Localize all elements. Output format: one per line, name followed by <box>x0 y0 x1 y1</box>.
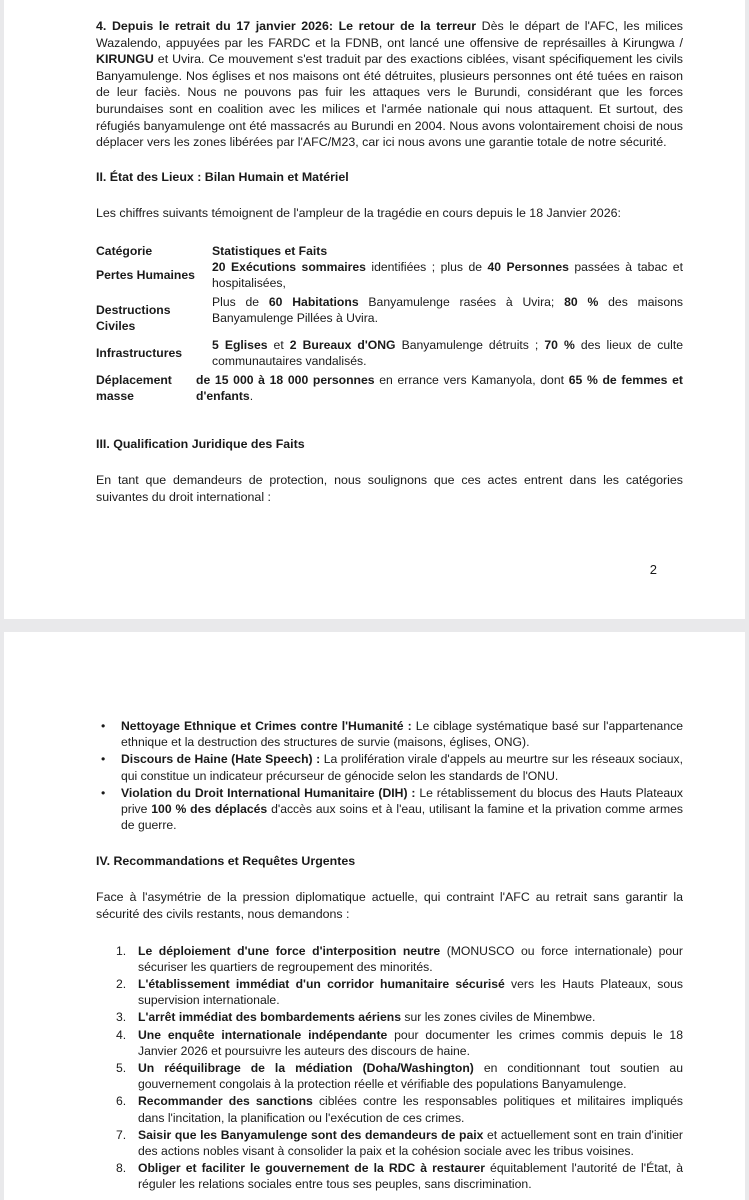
legal-categories-list <box>96 718 683 833</box>
row-value <box>196 372 683 404</box>
item-number: 2. <box>116 977 127 992</box>
list-item <box>96 751 683 783</box>
bold-run: 40 Personnes <box>487 260 569 275</box>
bold-run: Le déploiement d'une force d'interposition neutre <box>138 943 441 958</box>
section-heading-qualification: III. Qualification Juridique des Faits <box>96 437 305 452</box>
bold-run: Une enquête internationale indépendante <box>138 1027 388 1042</box>
list-item <box>96 976 683 1008</box>
bold-run: 20 Exécutions sommaires <box>212 260 366 275</box>
text-run: vers les Hauts Plateaux, sous supervision internationale. <box>138 977 683 1008</box>
bold-run: Obliger et faciliter le gouvernement de la RDC à restaurer <box>138 1161 485 1176</box>
bullet-icon: • <box>101 752 106 767</box>
text-run: des maisons Banyamulenge Pillées à Uvira. <box>212 295 683 326</box>
text-run: en conditionnant tout soutien au gouvernement congolais à la protection réelle et vérifiable des populations Banyamulenge. <box>138 1061 683 1092</box>
text-run: et actuellement sont en train d'initier des actions nobles visant à consolider la paix et la cohésion sociale avec les tribus voisines. <box>138 1127 683 1159</box>
bold-run: L'établissement immédiat d'un corridor humanitaire sécurisé <box>138 977 505 992</box>
item-number: 7. <box>116 1127 127 1142</box>
text-run: d'accès aux soins et à l'eau, utilisant la famine et la privation comme armes de guerre. <box>121 802 683 833</box>
section-intro: Face à l'asymétrie de la pression diplomatique actuelle, qui contraint l'AFC au retrait sans garantir la sécurité des civils restants, nous demandons : <box>96 890 683 922</box>
bold-run: KIRUNGU <box>96 52 154 67</box>
text-run: Le rétablissement du blocus des Hauts Plateaux prive <box>121 785 684 817</box>
text-run: Banyamulenge détruits ; <box>395 338 545 353</box>
table-row <box>96 294 683 334</box>
table-header-row <box>96 243 683 259</box>
row-value <box>212 337 683 369</box>
text-run: (MONUSCO ou force internationale) pour sécuriser les quartiers de regroupement des minorités. <box>138 943 683 974</box>
text-run: Dès le départ de l'AFC, les milices Wazalendo, appuyées par les FARDC et la FDNB, ont lancé une offensive de représailles à Kirungwa / <box>96 19 683 50</box>
text-run: sur les zones civiles de Minembwe. <box>401 1010 596 1025</box>
bold-run: 60 Habitations <box>268 295 359 310</box>
bold-run: 80 % <box>564 295 599 310</box>
table-row <box>96 337 683 369</box>
text-run: identifiées ; plus de <box>365 260 488 275</box>
section-intro: En tant que demandeurs de protection, nous soulignons que ces actes entrent dans les catégories suivantes du droit international : <box>96 473 683 504</box>
list-item <box>96 1060 683 1092</box>
table-row <box>96 259 683 291</box>
bold-run: L'arrêt immédiat des bombardements aériens <box>138 1010 401 1025</box>
text-run: Banyamulenge rasées à Uvira; <box>358 295 565 310</box>
bold-run: 5 Eglises <box>212 338 268 353</box>
text-run: passées à tabac et hospitalisées, <box>212 260 683 291</box>
document-page-3 <box>4 632 745 1200</box>
list-item <box>96 1093 683 1125</box>
text-run: Plus de <box>212 295 269 310</box>
row-value <box>212 294 683 326</box>
item-number: 4. <box>116 1027 127 1042</box>
list-item <box>96 1160 683 1192</box>
section-heading-etat-des-lieux: II. État des Lieux : Bilan Humain et Matériel <box>96 169 349 184</box>
section-intro: Les chiffres suivants témoignent de l'ampleur de la tragédie en cours depuis le 18 Janvier 2026: <box>96 205 621 220</box>
bold-run: 2 Bureaux d'ONG <box>289 338 396 353</box>
table-row <box>96 372 683 404</box>
text-run: . <box>249 389 254 404</box>
bold-run: Violation du Droit International Humanitaire (DIH) : <box>121 785 416 800</box>
bold-run: 65 % de femmes et d'enfants <box>196 373 683 404</box>
list-item <box>96 785 683 834</box>
row-category: Déplacement masse <box>96 373 172 404</box>
list-item <box>96 718 683 750</box>
list-item <box>96 1127 683 1159</box>
row-category: Destructions Civiles <box>96 303 171 334</box>
text-run: des lieux de culte communautaires vandalisés. <box>212 338 684 369</box>
item-number: 5. <box>116 1061 127 1076</box>
item-number: 3. <box>116 1010 127 1025</box>
text-run: pour documenter les crimes commis depuis le 18 Janvier 2026 et poursuivre les auteurs des discours de haine. <box>138 1027 683 1058</box>
requests-list <box>96 943 683 1193</box>
text-run: équitablement l'autorité de l'État, à réguler les relations sociales entre tous ses peuples, sans discrimination. <box>138 1161 683 1192</box>
list-item <box>96 1009 683 1025</box>
text-run: et <box>267 338 290 353</box>
list-item <box>96 1027 683 1059</box>
bold-run: Discours de Haine (Hate Speech) : <box>121 752 321 767</box>
text-run: et Uvira. Ce mouvement s'est traduit par des exactions ciblées, visant spécifiquement les civils Banyamulenge. Nos églises et nos maisons ont été détruites, plusieurs personnes ont été tuées en raison de leur faciès. Nous ne pouvons pas fuir les attaques vers le Burundi, considérant que les forces burundaises sont en coalition avec les milices et l'armée nationale qui nous attaquent. Et surtout, des réfugiés banyamulenge ont été massacrés au Burundi en 2004. Nous avons volontairement choisi de nous déplacer vers les zones libérées par l'AFC/M23, car ici nous avons une garantie totale de notre sécurité. <box>96 52 683 150</box>
item-number: 1. <box>116 943 127 958</box>
item-number: 6. <box>116 1094 127 1109</box>
text-run: Le ciblage systématique basé sur l'appartenance ethnique et la destruction des structures de survie (maisons, églises, ONG). <box>121 719 683 750</box>
statistics-table <box>96 243 683 404</box>
row-category: Infrastructures <box>96 346 183 361</box>
document-page-2 <box>4 0 745 619</box>
bold-run: Saisir que les Banyamulenge sont des demandeurs de paix <box>138 1127 484 1142</box>
text-run: en errance vers Kamanyola, dont <box>374 373 569 388</box>
list-item <box>96 943 683 975</box>
bold-run: Nettoyage Ethnique et Crimes contre l'Humanité : <box>121 719 412 733</box>
row-value <box>212 259 683 291</box>
text-run: La prolifération virale d'appels au meurtre sur les réseaux sociaux, qui constitue un indicateur précurseur de génocide selon les standards de l'ONU. <box>121 752 683 783</box>
section-heading-recommandations: IV. Recommandations et Requêtes Urgentes <box>96 854 356 869</box>
bold-run: 70 % <box>544 338 575 353</box>
row-category: Pertes Humaines <box>96 268 195 283</box>
table-header-stats: Statistiques et Faits <box>212 244 328 259</box>
bold-run: 100 % des déplacés <box>151 802 268 817</box>
table-header-category: Catégorie <box>96 244 153 259</box>
bold-run: de 15 000 à 18 000 personnes <box>196 373 375 388</box>
paragraph-retour-terreur <box>96 18 683 151</box>
item-number: 8. <box>116 1161 127 1176</box>
bold-run: Un rééquilibrage de la médiation (Doha/Washington) <box>138 1061 474 1076</box>
text-run: ciblées contre les responsables politiques et militaires impliqués dans l'incitation, la planification ou l'exécution de ces crimes. <box>138 1094 683 1125</box>
paragraph-lead: 4. Depuis le retrait du 17 janvier 2026: Le retour de la terreur <box>96 19 477 33</box>
bullet-icon: • <box>101 785 106 800</box>
bold-run: Recommander des sanctions <box>138 1094 313 1109</box>
page-number: 2 <box>649 562 657 577</box>
bullet-icon: • <box>101 719 106 733</box>
